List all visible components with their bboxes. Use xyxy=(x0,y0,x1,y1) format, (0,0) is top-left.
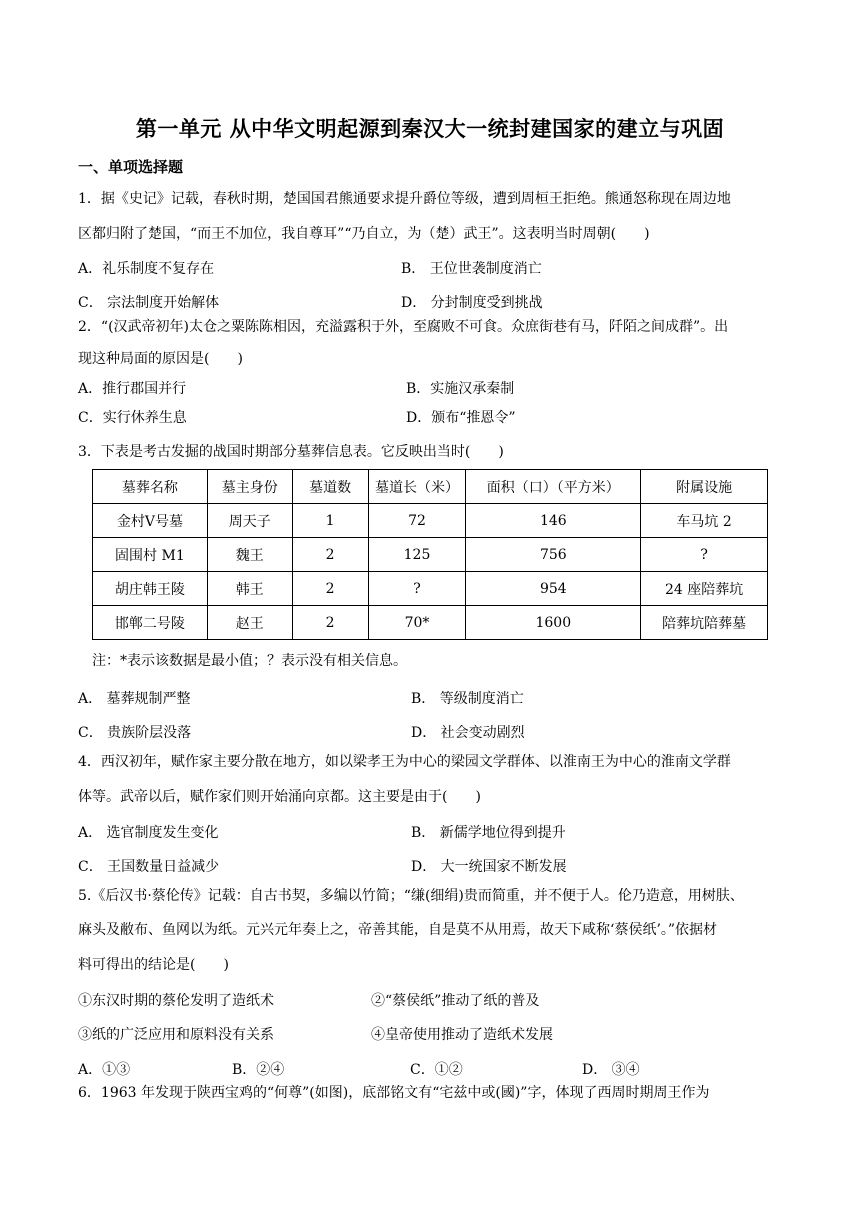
question-2-option-b: B．实施汉承秦制 xyxy=(406,381,515,397)
table-header-cell: 墓葬名称 xyxy=(93,470,208,504)
question-4-option-d: D． 大一统国家不断发展 xyxy=(411,859,567,875)
question-1-text-line-2: 区都归附了楚国，“而王不加位，我自尊耳”“乃自立，为（楚）武王”。这表明当时周朝( ) xyxy=(78,226,650,242)
question-3-option-a: A． 墓葬规制严整 xyxy=(78,691,191,707)
table-cell: ? xyxy=(368,572,466,606)
table-note: 注：*表示该数据是最小值；？表示没有相关信息。 xyxy=(92,653,407,669)
table-row xyxy=(93,538,768,572)
question-4-text-line-2: 体等。武帝以后，赋作家们则开始涌向京都。这主要是由于( ) xyxy=(78,789,481,805)
question-5-text-line-2: 麻头及敝布、鱼网以为纸。元兴元年奏上之，帝善其能，自是莫不从用焉，故天下咸称‘蔡侯纸’。”依据材 xyxy=(78,922,718,938)
table-cell: 邯郸二号陵 xyxy=(93,606,208,640)
question-5-statement-3: ③纸的广泛应用和原料没有关系 xyxy=(78,1027,274,1043)
table-cell: 固围村 M1 xyxy=(93,538,208,572)
table-cell: 954 xyxy=(466,572,641,606)
question-6-text-line-1: 6．1963 年发现于陕西宝鸡的“何尊”(如图)，底部铭文有“宅兹中或(國)”字，体现了西周时期周王作为 xyxy=(78,1085,710,1101)
table-cell: 2 xyxy=(292,538,368,572)
table-cell: 车马坑 2 xyxy=(641,504,768,538)
table-cell: 125 xyxy=(368,538,466,572)
question-3-option-c: C． 贵族阶层没落 xyxy=(78,725,192,741)
table-cell: 赵王 xyxy=(207,606,292,640)
question-4-option-c: C． 王国数量日益减少 xyxy=(78,859,220,875)
question-5-option-d: D． ③④ xyxy=(582,1062,640,1078)
question-2-text-line-2: 现这种局面的原因是( ) xyxy=(78,351,243,367)
question-2-text-line-1: 2．“(汉武帝初年)太仓之粟陈陈相因，充溢露积于外，至腐败不可食。众庶街巷有马，阡陌之间成群”。出 xyxy=(78,319,729,335)
table-cell: 2 xyxy=(292,606,368,640)
page-title: 第一单元 从中华文明起源到秦汉大一统封建国家的建立与巩固 xyxy=(135,117,725,141)
question-4-option-b: B． 新儒学地位得到提升 xyxy=(411,825,566,841)
table-row xyxy=(93,572,768,606)
question-1-text-line-1: 1．据《史记》记载，春秋时期，楚国国君熊通要求提升爵位等级，遭到周桓王拒绝。熊通怒称现在周边地 xyxy=(78,191,731,207)
table-row xyxy=(93,606,768,640)
question-1-option-a: A．礼乐制度不复存在 xyxy=(78,261,215,277)
table-cell: 魏王 xyxy=(207,538,292,572)
table-header-cell: 墓道长（米） xyxy=(368,470,466,504)
question-5-statement-2: ②“蔡侯纸”推动了纸的普及 xyxy=(371,993,540,1009)
question-2-option-a: A．推行郡国并行 xyxy=(78,381,187,397)
table-cell: 72 xyxy=(368,504,466,538)
table-cell: 金村Ⅴ号墓 xyxy=(93,504,208,538)
question-3-option-b: B． 等级制度消亡 xyxy=(411,691,524,707)
tomb-info-table xyxy=(92,469,768,640)
table-header-row xyxy=(93,470,768,504)
question-4-option-a: A． 选官制度发生变化 xyxy=(78,825,219,841)
table-cell: 1 xyxy=(292,504,368,538)
table-header-cell: 墓道数 xyxy=(292,470,368,504)
section-heading: 一、单项选择题 xyxy=(78,158,184,176)
table-header-cell: 面积（口）（平方米） xyxy=(466,470,641,504)
table-cell: 胡庄韩王陵 xyxy=(93,572,208,606)
table-cell: ? xyxy=(641,538,768,572)
table-header-cell: 附属设施 xyxy=(641,470,768,504)
table-cell: 24 座陪葬坑 xyxy=(641,572,768,606)
question-1-option-d: D． 分封制度受到挑战 xyxy=(401,295,543,311)
question-5-option-a: A．①③ xyxy=(78,1062,131,1078)
question-5-statement-4: ④皇帝使用推动了造纸术发展 xyxy=(371,1027,553,1043)
question-2-option-d: D．颁布“推恩令” xyxy=(406,410,516,426)
question-4-text-line-1: 4．西汉初年，赋作家主要分散在地方，如以梁孝王为中心的梁园文学群体、以淮南王为中心的淮南文学群 xyxy=(78,754,731,770)
question-5-text-line-3: 料可得出的结论是( ) xyxy=(78,957,229,973)
table-header-cell: 墓主身份 xyxy=(207,470,292,504)
question-1-option-c: C． 宗法制度开始解体 xyxy=(78,295,220,311)
table-cell: 周天子 xyxy=(207,504,292,538)
table-cell: 70* xyxy=(368,606,466,640)
question-2-option-c: C．实行休养生息 xyxy=(78,410,187,426)
table-cell: 1600 xyxy=(466,606,641,640)
question-1-option-b: B． 王位世袭制度消亡 xyxy=(401,261,542,277)
table-cell: 756 xyxy=(466,538,641,572)
table-cell: 韩王 xyxy=(207,572,292,606)
question-3-text-line-1: 3．下表是考古发掘的战国时期部分墓葬信息表。它反映出当时( ) xyxy=(78,444,504,460)
table-cell: 146 xyxy=(466,504,641,538)
table-row xyxy=(93,504,768,538)
table-cell: 陪葬坑陪葬墓 xyxy=(641,606,768,640)
question-5-option-c: C．①② xyxy=(410,1062,463,1078)
question-3-option-d: D． 社会变动剧烈 xyxy=(411,725,525,741)
question-5-statement-1: ①东汉时期的蔡伦发明了造纸术 xyxy=(78,993,274,1009)
question-5-option-b: B．②④ xyxy=(232,1062,285,1078)
table-cell: 2 xyxy=(292,572,368,606)
question-5-text-line-1: 5.《后汉书·蔡伦传》记载：自古书契，多编以竹简；“缣(细绢)贵而简重，并不便于人。伦乃造意，用树肤、 xyxy=(78,888,744,904)
